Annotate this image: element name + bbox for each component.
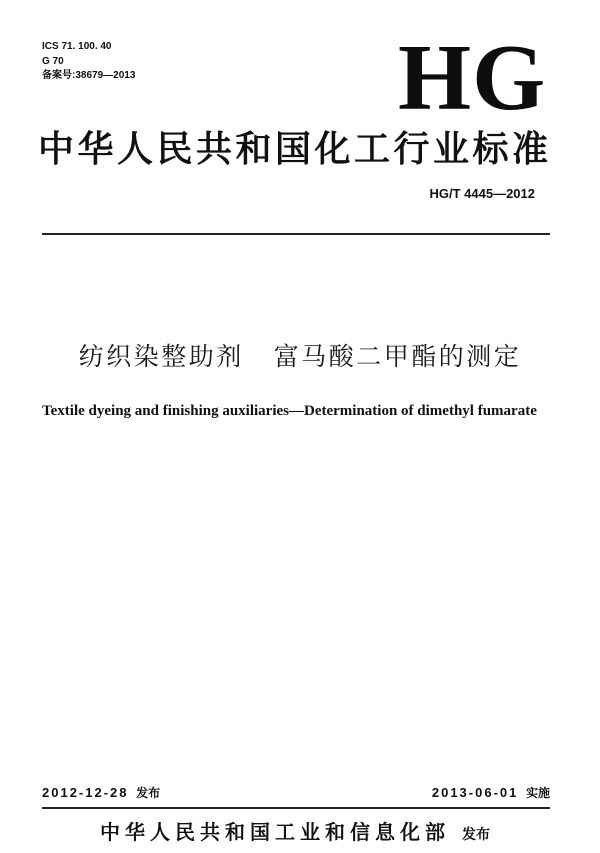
classification-code: G 70 [42, 55, 64, 67]
standard-number: HG/T 4445—2012 [429, 186, 535, 201]
ics-code: ICS 71. 100. 40 [42, 41, 112, 52]
publisher-action: 发布 [462, 827, 490, 843]
chinese-title [0, 341, 600, 373]
publisher-name: 中华人民共和国工业和信息化部 [100, 820, 450, 844]
issue-date-line [42, 785, 160, 801]
chinese-title-part1: 纺织染整助剂 [78, 342, 244, 371]
english-title: Textile dyeing and finishing auxiliaries—Determination of dimethyl fumarate [42, 403, 537, 419]
implementation-label: 实施 [525, 786, 550, 800]
classification-block [42, 40, 135, 84]
footer-divider [42, 807, 550, 809]
chinese-title-part2: 富马酸二甲酯的测定 [273, 342, 522, 371]
implementation-date: 2013-06-01 [431, 785, 519, 800]
filing-number: 备案号:38679—2013 [42, 70, 136, 81]
issue-date: 2012-12-28 [42, 785, 129, 800]
issue-label: 发布 [136, 786, 161, 800]
hg-logo: HG [398, 26, 547, 130]
implementation-date-line [432, 785, 550, 801]
header-divider [42, 233, 550, 235]
publisher-line [100, 820, 490, 844]
standard-type-title: 中华人民共和国化工行业标准 [38, 129, 552, 170]
